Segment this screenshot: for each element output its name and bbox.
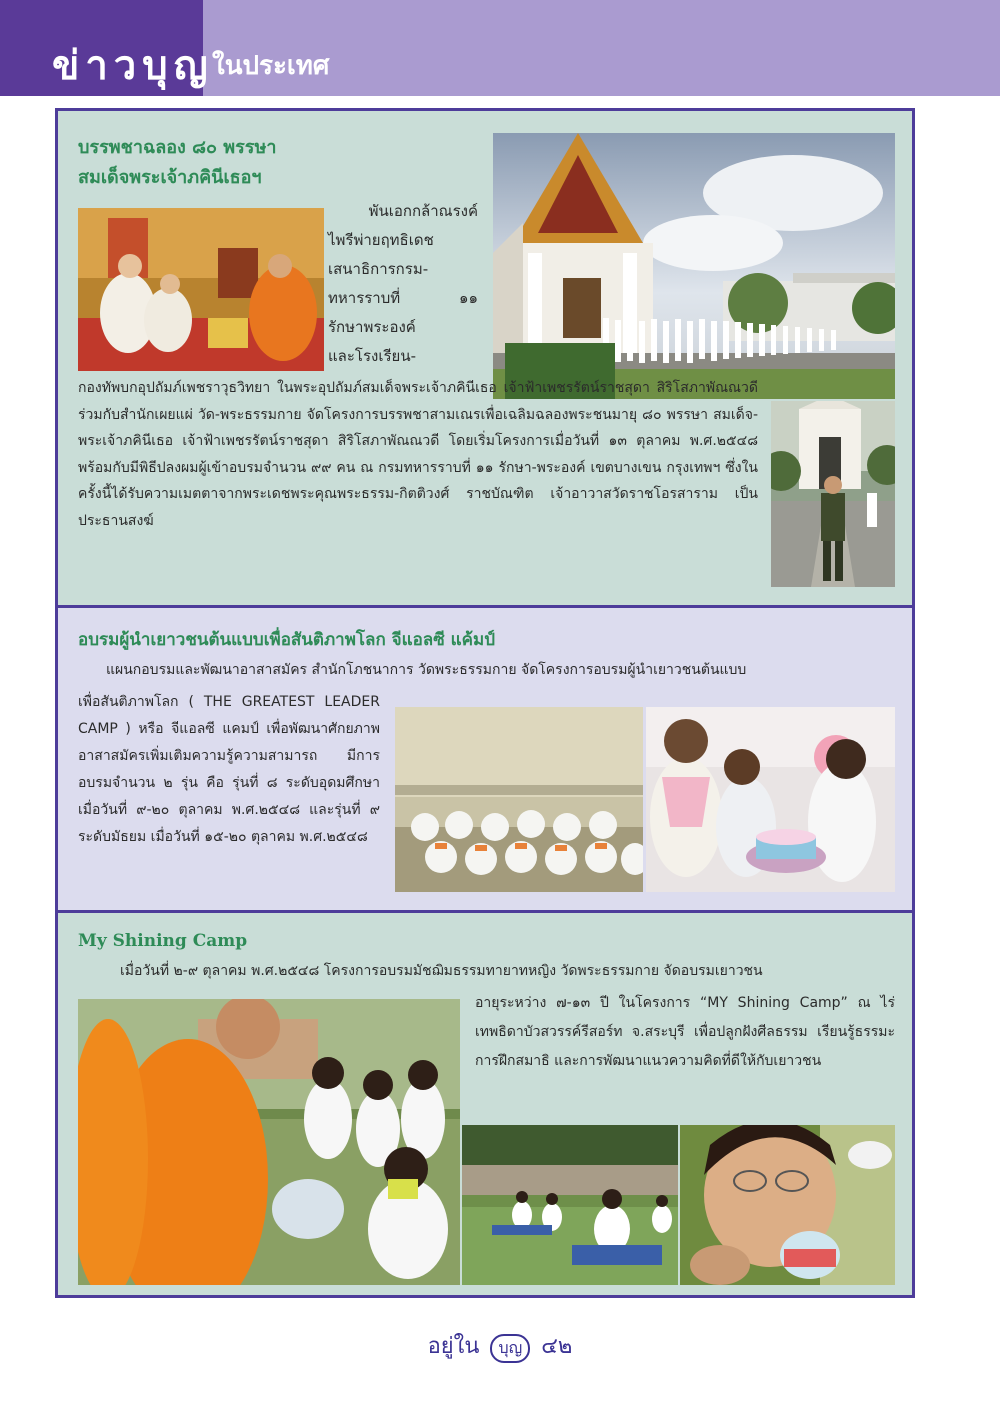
cake-celebration-photo — [646, 707, 895, 892]
magazine-name: อยู่ใน — [427, 1334, 480, 1359]
col-line: เสนาธิการกรม- — [328, 260, 429, 278]
header-title: ข่าวบุญ — [52, 42, 214, 89]
section1-body: กองทัพบกอุปถัมภ์เพชราวุธวิทยา ในพระอุปถัมภ์สมเด็จพระเจ้าภคินีเธอ เจ้าฟ้าเพชรรัตน์ราชสุดา สิริโสภาพัณณวดี ร่วมกับสำนักเผยแผ่ วัด-พระธรรมกาย จัดโครงการบรรพชาสามเณรเพื่อเฉลิมฉลองพระชนมายุ ๘๐ พรรษา สมเด็จ-พระเจ้าภคินีเธอ เจ้าฟ้าเพชรรัตน์ราชสุดา สิริโสภาพัณณวดี โดยเริ่มโครงการเมื่อวันที่ ๑๓ ตุลาคม พ.ศ.๒๕๔๘ พร้อมกับมีพิธีปลงผมผู้เข้าอบรมจำนวน ๙๙ คน ณ กรมทหารราบที่ ๑๑ รักษา-พระองค์ เขตบางเขน กรุงเทพฯ ซึ่งในครั้งนี้ได้รับความเมตตาจากพระเดชพระคุณพระธรรม-กิตติวงศ์ ราชบัณฑิต เจ้าอาวาสวัดราชโอรสาราม เป็นประธานสงฆ์ — [78, 380, 758, 529]
section2-title: อบรมผู้นำเยาวชนต้นแบบเพื่อสันติภาพโลก จีแอลซี แค้มป์ — [78, 630, 495, 650]
news-frame — [55, 108, 915, 1298]
section1-title — [78, 133, 276, 193]
section1-title-line2: สมเด็จพระเจ้าภคินีเธอฯ — [78, 167, 262, 188]
magazine-logo: บุญ — [490, 1334, 530, 1363]
section2-lead: แผนกอบรมและพัฒนาอาสาสมัคร สำนักโภชนาการ วัดพระธรรมกาย จัดโครงการอบรมผู้นำเยาวชนต้นแบบ — [106, 662, 747, 678]
training-hall-photo — [395, 707, 643, 892]
col-line: ทหารราบที่ ๑๑ — [328, 289, 478, 307]
section-glc-camp — [58, 605, 912, 910]
officer-walking-photo — [771, 401, 895, 587]
girl-candle-photo — [680, 1125, 895, 1285]
page-number: ๔๒ — [541, 1334, 573, 1359]
section1-title-line1: บรรพชาฉลอง ๘๐ พรรษา — [78, 137, 277, 158]
section2-body: เพื่อสันติภาพโลก ( THE GREATEST LEADER CAMP ) หรือ จีแอลซี แคมป์ เพื่อพัฒนาศักยภาพอาสาสมัครเพิ่มเติมความรู้ความสามารถ มีการอบรมจำนวน ๒ รุ่น คือ รุ่นที่ ๘ ระดับอุดมศึกษา เมื่อวันที่ ๙-๒๐ ตุลาคม พ.ศ.๒๕๔๘ และรุ่นที่ ๙ ระดับมัธยม เมื่อวันที่ ๑๕-๒๐ ตุลาคม พ.ศ.๒๕๔๘ — [78, 694, 380, 845]
page-footer — [0, 1328, 1000, 1363]
temple-procession-photo — [493, 133, 895, 399]
section1-column-text — [328, 197, 478, 371]
col-line: พันเอกกล้าณรงค์ — [368, 202, 478, 220]
header-subtitle: ในประเทศ — [212, 51, 330, 81]
meditation-lawn-photo — [462, 1125, 678, 1285]
section3-body: อายุระหว่าง ๗-๑๓ ปี ในโครงการ “MY Shining Camp” ณ ไร่เทพธิดาบัวสวรรค์รีสอร์ท จ.สระบุรี เพื่อปลูกฝังศีลธรรม เรียนรู้ธรรมะ การฝึกสมาธิ และการพัฒนาแนวความคิดที่ดีให้กับเยาวชน — [475, 995, 895, 1069]
ordination-ceremony-photo — [78, 208, 324, 371]
section3-lead: เมื่อวันที่ ๒-๙ ตุลาคม พ.ศ.๒๕๔๘ โครงการอบรมมัชฌิมธรรมทายาทหญิง วัดพระธรรมกาย จัดอบรมเยาวชน — [120, 963, 763, 979]
alms-offering-photo — [78, 999, 460, 1285]
col-line: รักษาพระองค์ — [328, 318, 416, 336]
section-ordination — [58, 111, 912, 605]
section-shining-camp — [58, 910, 912, 1295]
col-line: และโรงเรียน- — [328, 347, 416, 365]
section3-title: My Shining Camp — [78, 931, 248, 951]
col-line: ไพรีพ่ายฤทธิเดช — [328, 231, 434, 249]
